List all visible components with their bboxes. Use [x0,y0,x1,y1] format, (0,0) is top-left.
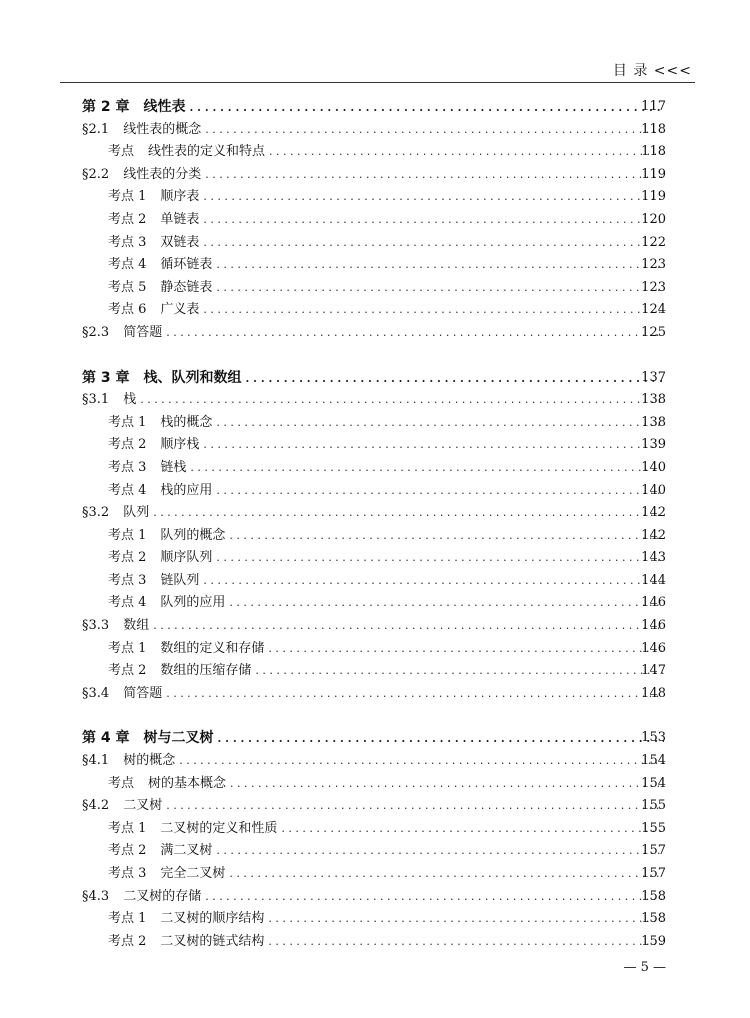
entry-number: §4.2 [82,798,110,814]
entry-number: §3.1 [82,392,110,408]
toc-point-row[interactable] [0,592,750,615]
entry-number: 考点 3 [108,234,147,250]
entry-number: §2.1 [82,121,110,137]
entry-number: 考点 2 [108,437,147,453]
entry-number: 考点 1 [108,911,147,927]
toc-point-row[interactable] [0,931,750,954]
toc-point-row[interactable] [0,660,750,683]
entry-page-number: 148 [641,685,666,701]
dot-leader [203,186,664,209]
page-number: — 5 — [623,960,666,975]
entry-number: 考点 3 [108,866,147,881]
entry-number: §4.3 [82,888,110,904]
dot-leader [166,322,664,345]
entry-page-number: 118 [641,121,666,137]
entry-number: 第 3 章 [82,369,130,386]
dot-leader [179,750,664,773]
entry-page-number: 158 [641,888,666,904]
toc-section-row[interactable] [0,683,750,706]
entry-page-number: 119 [641,166,666,182]
entry-title: 完全二叉树 [160,866,226,881]
entry-title: 线性表的定义和特点 [148,144,266,160]
entry-number: 考点 4 [108,482,147,498]
entry-page-number: 142 [641,505,666,521]
entry-title: 静态链表 [160,279,213,295]
entry-number: 考点 1 [108,820,147,836]
entry-number: 考点 4 [108,595,147,611]
dot-leader [140,389,664,412]
entry-title: 队列的概念 [160,527,226,543]
entry-title: 简答题 [123,324,163,340]
dot-leader [268,931,664,954]
entry-title: 二叉树 [123,798,163,814]
dot-leader [218,728,665,751]
entry-page-number: 118 [641,144,666,160]
entry-title: 队列 [123,505,150,521]
dot-leader [190,97,665,120]
entry-page-number: 125 [641,324,666,340]
toc-section-row[interactable] [0,886,750,909]
entry-title: 数组的压缩存储 [160,663,252,679]
entry-title: 树与二叉树 [143,730,214,747]
entry-page-number: 146 [641,595,666,611]
entry-title: 顺序队列 [160,550,213,566]
entry-number: 考点 [108,775,135,791]
entry-number: 第 2 章 [82,99,130,115]
toc-section-row[interactable] [0,615,750,638]
dot-leader [268,908,664,931]
entry-title: 双链表 [160,234,200,250]
entry-number: 考点 2 [108,663,147,679]
entry-page-number: 138 [641,414,666,430]
dot-leader [205,886,664,909]
entry-number: §2.3 [82,324,110,340]
entry-page-number: 143 [641,550,666,566]
entry-number: §3.4 [82,685,110,701]
header-title: 目 录 <<< [612,63,692,79]
entry-page-number: 155 [641,820,666,836]
entry-number: 考点 1 [108,640,147,656]
entry-page-number: 146 [641,640,666,656]
header-rule [60,82,695,83]
dot-leader [153,502,664,525]
toc-point-row[interactable] [0,412,750,435]
entry-number: 考点 1 [108,527,147,543]
entry-title: 树的基本概念 [148,775,227,791]
entry-title: 链栈 [160,459,187,475]
entry-title: 二叉树的定义和性质 [160,820,278,836]
entry-page-number: 122 [641,234,666,250]
dot-leader [205,119,664,142]
entry-page-number: 157 [641,843,666,859]
entry-number: 考点 5 [108,279,147,295]
dot-leader [203,570,664,593]
toc-chapter-row[interactable] [0,96,750,119]
entry-number: §2.2 [82,166,110,182]
entry-page-number: 123 [641,257,666,273]
entry-page-number: 137 [641,369,666,385]
dot-leader [216,412,664,435]
entry-number: 考点 1 [108,414,147,430]
toc-chapter-row[interactable] [0,367,750,390]
dot-leader [268,638,664,661]
entry-page-number: 147 [641,663,666,679]
toc-section-row[interactable] [0,164,750,187]
entry-page-number: 158 [641,911,666,927]
dot-leader [205,164,664,187]
entry-title: 栈、队列和数组 [143,369,242,386]
toc-point-row[interactable] [0,818,750,841]
entry-number: 考点 3 [108,572,147,588]
entry-page-number: 117 [641,99,666,114]
dot-leader [203,209,664,232]
toc-section-row[interactable] [0,750,750,773]
entry-number: §4.1 [82,753,110,769]
entry-title: 广义表 [160,302,200,318]
entry-title: 栈的应用 [160,482,213,498]
dot-leader [230,773,664,796]
toc-point-row[interactable] [0,232,750,255]
entry-page-number: 153 [641,730,666,746]
dot-leader [246,368,665,391]
entry-title: 简答题 [123,685,163,701]
dot-leader [216,840,664,863]
entry-page-number: 157 [641,866,666,881]
entry-title: 二叉树的存储 [123,888,202,904]
entry-number: 考点 6 [108,302,147,318]
entry-number: 考点 2 [108,550,147,566]
entry-title: 栈的概念 [160,414,213,430]
toc-point-row[interactable] [0,570,750,593]
entry-title: 树的概念 [123,753,176,769]
dot-leader [216,480,664,503]
entry-title: 顺序栈 [160,437,200,453]
toc-point-row[interactable] [0,525,750,548]
toc-section-row[interactable] [0,502,750,525]
chapter-gap [0,345,750,367]
dot-leader [203,232,664,255]
entry-page-number: 146 [641,618,666,634]
entry-page-number: 139 [641,437,666,453]
entry-number: 考点 2 [108,211,147,227]
entry-title: 二叉树的链式结构 [160,933,265,949]
table-of-contents [0,96,750,953]
toc-point-row[interactable] [0,547,750,570]
entry-page-number: 124 [641,302,666,318]
dot-leader [153,615,664,638]
entry-page-number: 140 [641,459,666,475]
entry-page-number: 123 [641,279,666,295]
toc-point-row[interactable] [0,638,750,661]
entry-page-number: 144 [641,572,666,588]
entry-page-number: 138 [641,392,666,408]
dot-leader [166,795,664,818]
entry-number: §3.3 [82,618,110,634]
entry-title: 单链表 [160,211,200,227]
dot-leader [203,434,664,457]
entry-title: 栈 [123,392,137,408]
entry-title: 数组 [123,618,150,634]
entry-title: 循环链表 [160,257,213,273]
entry-title: 线性表的概念 [123,121,202,137]
entry-page-number: 154 [641,775,666,791]
toc-point-row[interactable] [0,840,750,863]
toc-point-row[interactable] [0,434,750,457]
toc-point-row[interactable] [0,457,750,480]
entry-number: 考点 2 [108,933,147,949]
entry-title: 二叉树的顺序结构 [160,911,265,927]
dot-leader [229,863,664,886]
entry-page-number: 159 [641,933,666,949]
entry-number: 考点 4 [108,257,147,273]
toc-point-row[interactable] [0,908,750,931]
toc-point-row[interactable] [0,299,750,322]
toc-point-row[interactable] [0,480,750,503]
entry-number: 考点 1 [108,189,147,205]
entry-number: 考点 3 [108,459,147,475]
toc-point-row[interactable] [0,186,750,209]
dot-leader [281,818,664,841]
dot-leader [269,141,664,164]
entry-title: 线性表的分类 [123,166,202,182]
entry-title: 队列的应用 [160,595,226,611]
entry-page-number: 119 [641,189,666,205]
entry-title: 线性表 [143,99,186,115]
entry-page-number: 155 [641,798,666,814]
entry-title: 链队列 [160,572,200,588]
toc-point-row[interactable] [0,209,750,232]
dot-leader [229,525,664,548]
toc-section-row[interactable] [0,322,750,345]
entry-page-number: 140 [641,482,666,498]
toc-section-row[interactable] [0,389,750,412]
entry-page-number: 142 [641,527,666,543]
toc-point-row[interactable] [0,863,750,886]
dot-leader [203,299,664,322]
toc-point-row[interactable] [0,254,750,277]
toc-point-row[interactable] [0,773,750,796]
entry-number: 第 4 章 [82,730,130,747]
chapter-gap [0,705,750,727]
dot-leader [216,547,664,570]
entry-page-number: 120 [641,211,666,227]
toc-section-row[interactable] [0,795,750,818]
toc-point-row[interactable] [0,141,750,164]
dot-leader [190,457,664,480]
entry-number: 考点 [108,144,135,160]
toc-point-row[interactable] [0,277,750,300]
entry-page-number: 154 [641,753,666,769]
entry-number: 考点 2 [108,843,147,859]
dot-leader [216,254,664,277]
toc-chapter-row[interactable] [0,727,750,750]
entry-number: §3.2 [82,505,110,521]
toc-section-row[interactable] [0,119,750,142]
entry-title: 数组的定义和存储 [160,640,265,656]
dot-leader [166,683,664,706]
entry-title: 满二叉树 [160,843,213,859]
dot-leader [255,660,664,683]
dot-leader [216,277,664,300]
entry-title: 顺序表 [160,189,200,205]
dot-leader [229,592,664,615]
